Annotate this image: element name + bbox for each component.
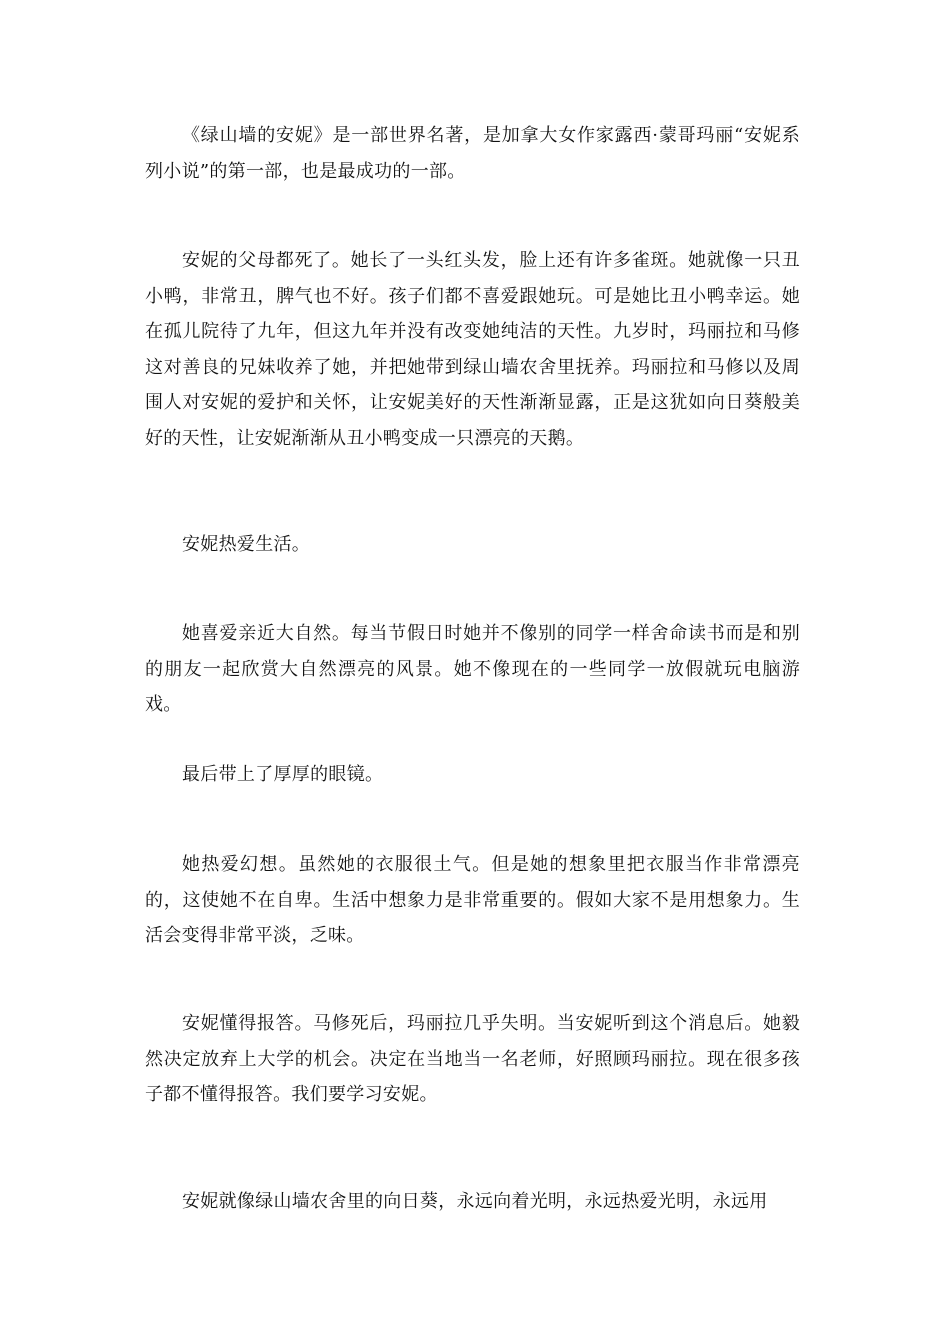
- paragraph-gratitude: 安妮懂得报答。马修死后，玛丽拉几乎失明。当安妮听到这个消息后。她毅然决定放弃上大学的机会。决定在当地当一名老师，好照顾玛丽拉。现在很多孩子都不懂得报答。我们要学习安妮。: [145, 1013, 800, 1105]
- paragraph-loves-life: 安妮热爱生活。: [182, 534, 311, 555]
- paragraph-sunflower: 安妮就像绿山墙农舍里的向日葵，永远向着光明，永远热爱光明，永远用: [182, 1191, 768, 1212]
- paragraph-intro: 《绿山墙的安妮》是一部世界名著，是加拿大女作家露西·蒙哥玛丽“安妮系列小说”的第一部，也是最成功的一部。: [145, 125, 800, 182]
- paragraph-imagination: 她热爱幻想。虽然她的衣服很土气。但是她的想象里把衣服当作非常漂亮的，这使她不在自卑。生活中想象力是非常重要的。假如大家不是用想象力。生活会变得非常平淡，乏味。: [145, 854, 800, 946]
- paragraph-story-summary: 安妮的父母都死了。她长了一头红头发，脸上还有许多雀斑。她就像一只丑小鸭，非常丑，脾气也不好。孩子们都不喜爱跟她玩。可是她比丑小鸭幸运。她在孤儿院待了九年，但这九年并没有改变她纯洁的天性。九岁时，玛丽拉和马修这对善良的兄妹收养了她，并把她带到绿山墙农舍里抚养。玛丽拉和马修以及周围人对安妮的爱护和关怀，让安妮美好的天性渐渐显露，正是这犹如向日葵般美好的天性，让安妮渐渐从丑小鸭变成一只漂亮的天鹅。: [145, 250, 800, 449]
- paragraph-glasses: 最后带上了厚厚的眼镜。: [182, 764, 384, 785]
- paragraph-loves-nature: 她喜爱亲近大自然。每当节假日时她并不像别的同学一样舍命读书而是和别的朋友一起欣赏大自然漂亮的风景。她不像现在的一些同学一放假就玩电脑游戏。: [145, 623, 800, 715]
